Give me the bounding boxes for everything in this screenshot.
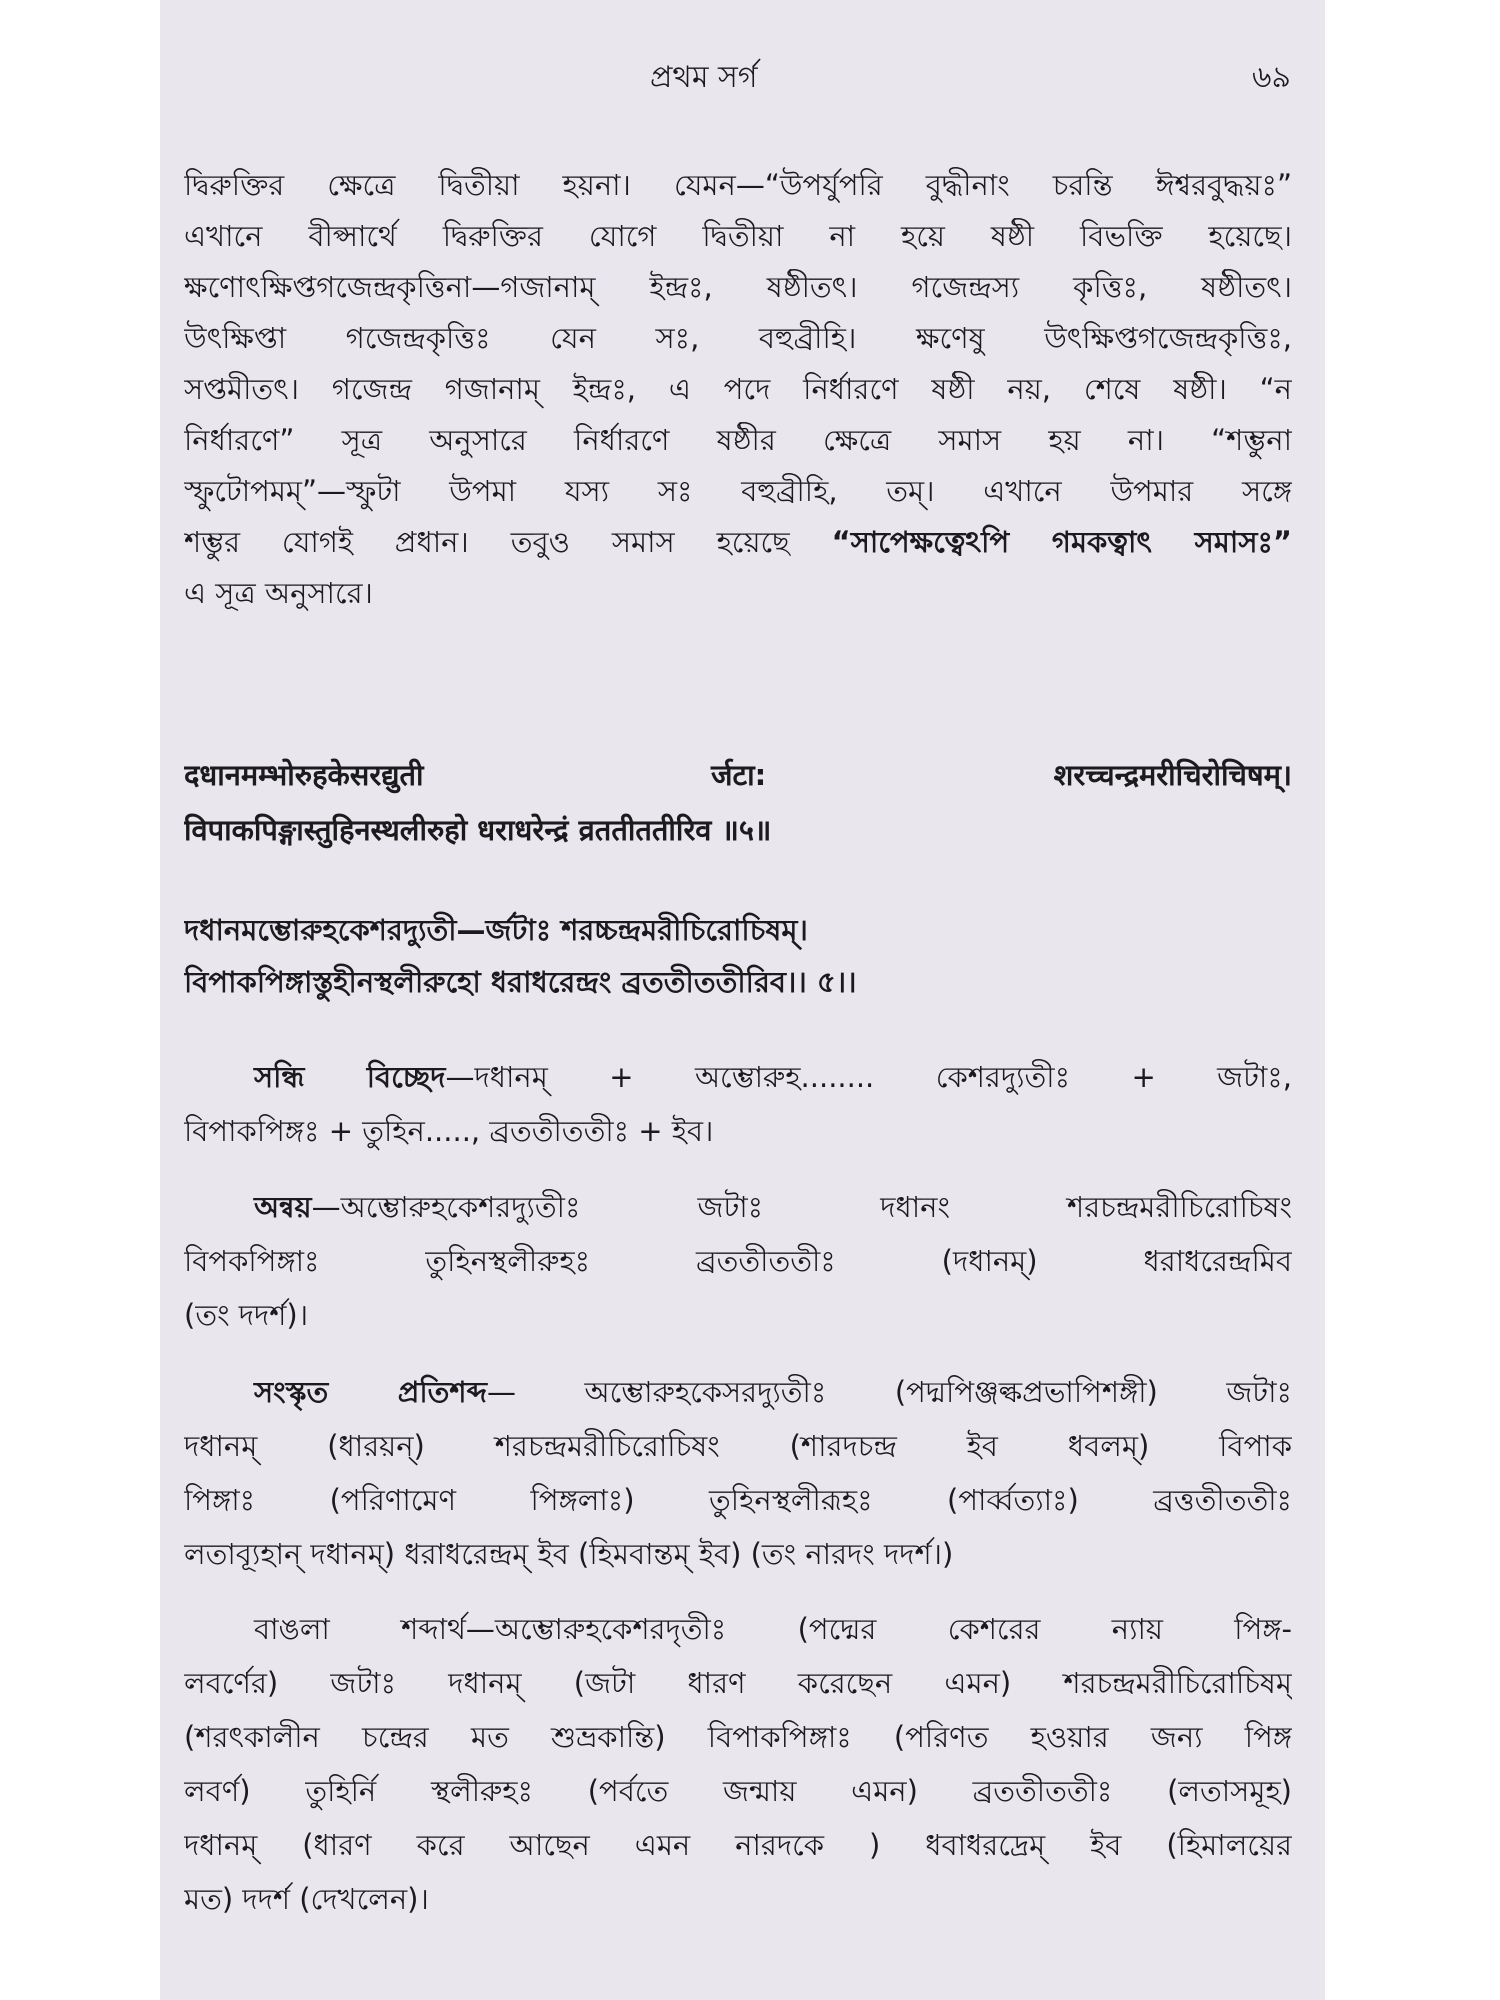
text-line: (তং দদর্শ)।: [184, 1298, 309, 1332]
text-line: (শরৎকালীন চন্দ্রের মত শুভ্রকান্তি) বিপাকপিঙ্গাঃ (পরিণত হওয়ার জন্য পিঙ্গ: [184, 1720, 1292, 1754]
text-line: সপ্তমীতৎ। গজেন্দ্র গজানাম্ ইন্দ্রঃ, এ পদে নির্ধারণে ষষ্ঠী নয়, শেষে ষষ্ঠী। “ন: [184, 372, 1292, 406]
verse-line: দধানমম্ভোরুহকেশরদ্যুতী—র্জটাঃ শরচ্চন্দ্রমরীচিরোচিষম্।: [184, 913, 808, 947]
text-line: মত) দদর্শ (দেখলেন)।: [184, 1882, 429, 1916]
text-segment: —অম্ভোরুহকেশরদ্যুতীঃ জটাঃ দধানং শরচন্দ্রমরীচিরোচিষং: [311, 1190, 1292, 1224]
section-label: সন্ধি বিচ্ছেদ: [254, 1060, 446, 1094]
text-line: নির্ধারণে” সূত্র অনুসারে নির্ধারণে ষষ্ঠীর ক্ষেত্রে সমাস হয় না। “শম্ভুনা: [184, 423, 1292, 457]
text-line: এ সূত্র অনুসারে।: [184, 576, 373, 610]
sutra-quote: “সাপেক্ষত্বেঽপি গমকত্বাৎ সমাসঃ”: [831, 525, 1292, 559]
text-line: বাঙলা শব্দার্থ—অম্ভোরুহকেশরদৃতীঃ (পদ্মের কেশরের ন্যায় পিঙ্গ-: [254, 1612, 1292, 1646]
book-page: [160, 0, 1325, 2000]
text-line: লবর্ণ) তুহির্নি স্থলীরুহঃ (পর্বতে জন্মায় এমন) ব্রততীততীঃ (লতাসমূহ): [184, 1774, 1292, 1808]
text-line: লবর্ণের) জটাঃ দধানম্ (জটা ধারণ করেছেন এমন) শরচন্দ্রমরীচিরোচিষম্: [184, 1666, 1292, 1700]
verse-line: दधानमम्भोरुहकेसरद्युती र्जटा: शरच्चन्द्रमरीचिरोचिषम्।: [184, 758, 1292, 792]
text-segment: —দধানম্ + অম্ভোরুহ........ কেশরদ্যুতীঃ + জটাঃ,: [445, 1060, 1292, 1094]
sanskrit-synonyms-section: [184, 1365, 1292, 1581]
text-line: দধানম্ (ধারয়ন্) শরচন্দ্রমরীচিরোচিষং (শারদচন্দ্র ইব ধবলম্) বিপাক: [184, 1429, 1292, 1463]
section-label: অন্বয়: [254, 1190, 312, 1224]
verse-line: विपाकपिङ्गास्तुहिनस्थलीरुहो धराधरेन्द्रं व्रततीततीरिव ॥५॥: [184, 813, 772, 847]
bengali-verse: [184, 904, 1292, 1008]
text-line: দ্বিরুক্তির ক্ষেত্রে দ্বিতীয়া হয়না। যেমন—“উপর্যুপরি বুদ্ধীনাং চরন্তি ঈশ্বরবুদ্ধয়ঃ”: [184, 168, 1292, 202]
intro-paragraph: [184, 160, 1292, 619]
section-label: সংস্কৃত প্রতিশব্দ: [254, 1375, 487, 1409]
text-line: [184, 517, 1292, 568]
verse-line: বিপাকপিঙ্গাস্তুহীনস্থলীরুহো ধরাধরেন্দ্রং ব্রততীততীরিব।। ৫।।: [184, 965, 857, 999]
text-line: এখানে বীপ্সার্থে দ্বিরুক্তির যোগে দ্বিতীয়া না হয়ে ষষ্ঠী বিভক্তি হয়েছে।: [184, 219, 1292, 253]
text-line: পিঙ্গাঃ (পরিণামেণ পিঙ্গলাঃ) তুহিনস্থলীরূহঃ (পার্ব্বত্যাঃ) ব্রত্ততীততীঃ: [184, 1483, 1292, 1517]
text-line: বিপকপিঙ্গাঃ তুহিনস্থলীরুহঃ ব্রততীততীঃ (দধানম্) ধরাধরেন্দ্রমিব: [184, 1244, 1292, 1278]
running-header-title: প্রথম সর্গ: [650, 60, 758, 95]
text-line: বিপাকপিঙ্গঃ + তুহিন....., ব্রততীততীঃ + ইব।: [184, 1114, 714, 1148]
bangla-meaning-section: [184, 1602, 1292, 1926]
anvaya-section: [184, 1180, 1292, 1342]
text-line: স্ফুটোপমম্”—স্ফুটা উপমা যস্য সঃ বহুব্রীহি, তম্। এখানে উপমার সঙ্গে: [184, 474, 1292, 508]
text-line: দধানম্ (ধারণ করে আছেন এমন নারদকে ) ধবাধরদ্রেম্ ইব (হিমালয়ের: [184, 1828, 1292, 1862]
text-line: ক্ষণোৎক্ষিপ্তগজেন্দ্রকৃত্তিনা—গজানাম্ ইন্দ্রঃ, ষষ্ঠীতৎ। গজেন্দ্রস্য কৃত্তিঃ, ষষ্ঠীতৎ।: [184, 270, 1292, 304]
page-number: ৬৯: [1252, 60, 1291, 95]
text-line: লতাব্যূহান্ দধানম্) ধরাধরেন্দ্রম্ ইব (হিমবান্তম্ ইব) (তং নারদং দদর্শ।): [184, 1537, 954, 1571]
text-segment: — অম্ভোরুহকেসরদ্যুতীঃ (পদ্মপিঞ্জল্কপ্রভাপিশঙ্গী) জটাঃ: [486, 1375, 1292, 1409]
sanskrit-verse: [184, 748, 1292, 858]
text-line: [184, 1050, 1292, 1104]
text-line: [184, 1365, 1292, 1419]
sandhi-section: [184, 1050, 1292, 1158]
text-line: উৎক্ষিপ্তা গজেন্দ্রকৃত্তিঃ যেন সঃ, বহুব্রীহি। ক্ষণেষু উৎক্ষিপ্তগজেন্দ্রকৃত্তিঃ,: [184, 321, 1292, 355]
text-segment: শম্ভুর যোগই প্রধান। তবুও সমাস হয়েছে: [184, 525, 832, 559]
text-line: [184, 1180, 1292, 1234]
